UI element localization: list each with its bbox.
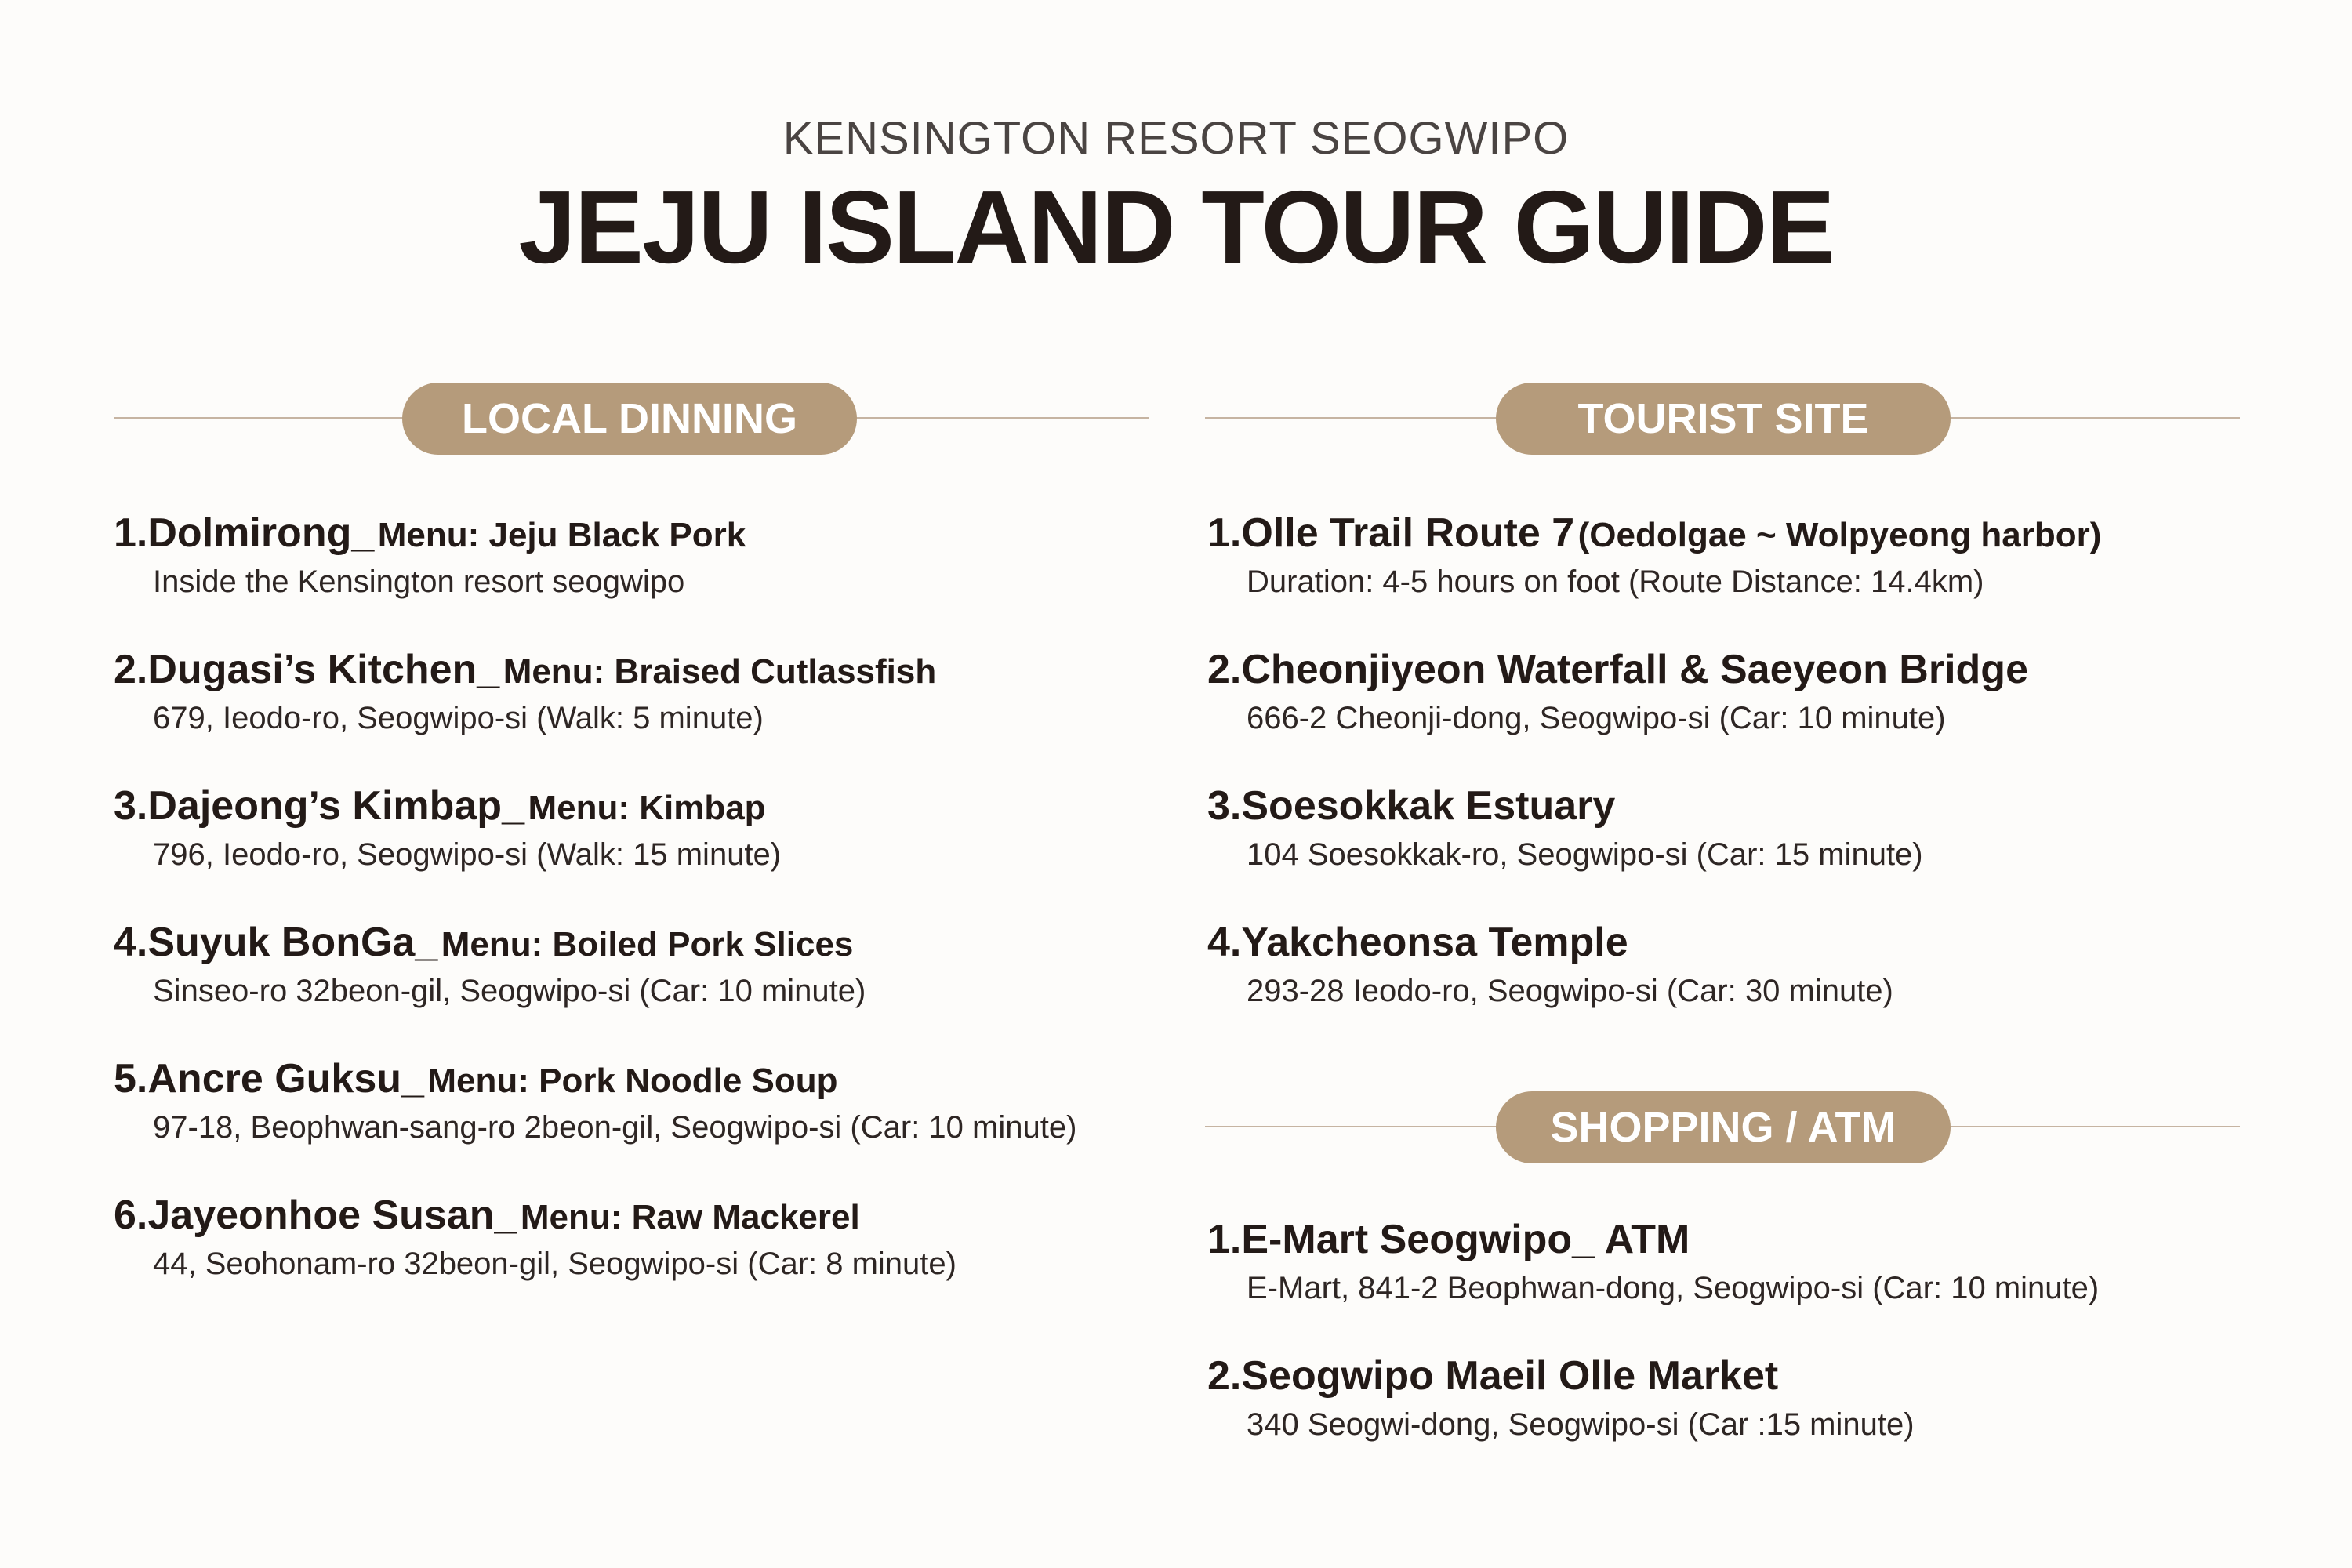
tourist-item <box>1207 922 1893 1007</box>
shopping-heading: SHOPPING / ATM <box>1496 1091 1951 1163</box>
item-number: 6. <box>114 1192 148 1238</box>
item-name: Suyuk BonGa_ <box>147 920 438 965</box>
tourist-item <box>1207 649 2028 734</box>
item-name: Soesokkak Estuary <box>1241 783 1616 829</box>
dining-item <box>114 649 936 734</box>
tourist-section-header <box>1205 378 2240 456</box>
item-detail: 97-18, Beophwan-sang-ro 2beon-gil, Seogwipo-si (Car: 10 minute) <box>153 1110 1077 1145</box>
item-menu: Menu: Jeju Black Pork <box>377 516 746 554</box>
item-number: 4. <box>114 920 148 965</box>
item-name: Seogwipo Maeil Olle Market <box>1241 1353 1779 1399</box>
dining-item <box>114 510 746 599</box>
item-number: 1. <box>1207 1217 1242 1262</box>
item-menu: Menu: Boiled Pork Slices <box>441 925 854 964</box>
item-detail: Duration: 4-5 hours on foot (Route Distance: 14.4km) <box>1247 564 1984 599</box>
dining-heading: LOCAL DINNING <box>402 383 857 455</box>
tourist-heading: TOURIST SITE <box>1496 383 1951 455</box>
item-route: (Oedolgae ~ Wolpyeong harbor) <box>1577 516 2102 554</box>
item-name: Cheonjiyeon Waterfall & Saeyeon Bridge <box>1241 647 2028 692</box>
dining-item <box>114 1058 1076 1143</box>
item-number: 2. <box>1207 647 1242 692</box>
item-name: Dugasi’s Kitchen_ <box>147 647 500 692</box>
page-title: JEJU ISLAND TOUR GUIDE <box>518 169 1834 285</box>
shopping-section-header <box>1205 1087 2240 1165</box>
resort-name: KENSINGTON RESORT SEOGWIPO <box>782 113 1570 164</box>
item-name: Ancre Guksu_ <box>147 1056 424 1102</box>
item-name: Olle Trail Route 7 <box>1241 510 1575 556</box>
shopping-item <box>1207 1353 1915 1442</box>
item-detail: E-Mart, 841-2 Beophwan-dong, Seogwipo-si (Car: 10 minute) <box>1247 1271 2100 1305</box>
shopping-item <box>1207 1219 2099 1304</box>
item-detail: 796, Ieodo-ro, Seogwipo-si (Walk: 15 minute) <box>153 837 782 872</box>
item-detail: 293-28 Ieodo-ro, Seogwipo-si (Car: 30 minute) <box>1247 974 1893 1008</box>
dining-item <box>114 783 782 872</box>
item-detail: 104 Soesokkak-ro, Seogwipo-si (Car: 15 minute) <box>1247 837 1923 872</box>
item-name: Dajeong’s Kimbap_ <box>147 783 524 829</box>
dining-section-header <box>114 378 1149 456</box>
item-detail: 666-2 Cheonji-dong, Seogwipo-si (Car: 10 minute) <box>1247 701 1946 735</box>
item-number: 5. <box>114 1056 148 1102</box>
item-name: Yakcheonsa Temple <box>1241 920 1628 965</box>
item-name: E-Mart Seogwipo_ ATM <box>1241 1217 1690 1262</box>
dining-item <box>114 1192 956 1281</box>
item-detail: 679, Ieodo-ro, Seogwipo-si (Walk: 5 minute) <box>153 701 764 735</box>
item-detail: 340 Seogwi-dong, Seogwipo-si (Car :15 minute) <box>1247 1407 1915 1442</box>
item-number: 4. <box>1207 920 1242 965</box>
item-number: 1. <box>114 510 148 556</box>
item-number: 2. <box>1207 1353 1242 1399</box>
item-number: 1. <box>1207 510 1242 556</box>
item-detail: Sinseo-ro 32beon-gil, Seogwipo-si (Car: 10 minute) <box>153 974 866 1008</box>
item-number: 3. <box>114 783 148 829</box>
item-menu: Menu: Braised Cutlassfish <box>503 652 937 691</box>
tourist-item <box>1207 510 2102 599</box>
item-number: 3. <box>1207 783 1242 829</box>
item-name: Jayeonhoe Susan_ <box>147 1192 517 1238</box>
item-detail: Inside the Kensington resort seogwipo <box>153 564 685 599</box>
item-menu: Menu: Pork Noodle Soup <box>427 1062 838 1100</box>
item-menu: Menu: Kimbap <box>528 789 766 827</box>
dining-item <box>114 922 866 1007</box>
item-menu: Menu: Raw Mackerel <box>520 1198 860 1236</box>
item-detail: 44, Seohonam-ro 32beon-gil, Seogwipo-si (Car: 8 minute) <box>153 1247 956 1281</box>
item-name: Dolmirong_ <box>147 510 375 556</box>
item-number: 2. <box>114 647 148 692</box>
tourist-item <box>1207 783 1923 872</box>
